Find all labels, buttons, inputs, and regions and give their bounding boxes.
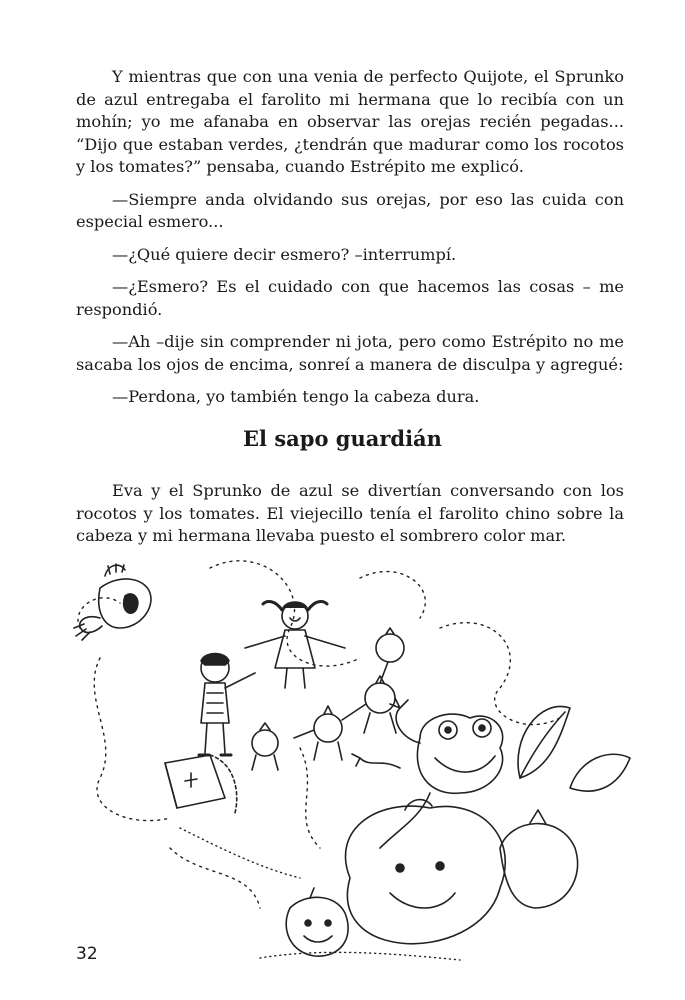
leaves (518, 706, 630, 791)
small-pepper (286, 888, 348, 956)
section-paragraph: Eva y el Sprunko de azul se divertían conversando con los rocotos y los tomates. El viejecillo tenía el farolito chino sobre la cabeza y mi hermana llevaba puesto el sombrero color mar. (76, 481, 624, 545)
paragraph-1: Y mientras que con una venia de perfecto Quijote, el Sprunko de azul entregaba el farolito mi hermana que lo recibía con un mohín; yo me afanaba en observar las orejas recién pegadas... “Dijo que estaban verdes, ¿tendrán que madurar como los rocotos y los tomates?” pensaba, cuando Estrépito me explicó. (76, 67, 624, 176)
paragraph-5: —Ah –dije sin comprender ni jota, pero como Estrépito no me sacaba los ojos de encima, sonreí a manera de disculpa y agregué: (76, 332, 624, 374)
page-number: 32 (76, 944, 98, 964)
section-title: El sapo guardián (243, 426, 442, 451)
bag-figure (165, 755, 237, 813)
body-text (76, 66, 624, 419)
big-tomatoes (345, 800, 577, 944)
boy-figure (199, 654, 255, 756)
dancing-tomatoes (252, 628, 404, 770)
story-illustration (60, 548, 640, 968)
paragraph-6: —Perdona, yo también tengo la cabeza dura. (112, 387, 480, 406)
paragraph-2: —Siempre anda olvidando sus orejas, por eso las cuida con especial esmero... (76, 189, 624, 231)
paragraph-4: —¿Esmero? Es el cuidado con que hacemos las cosas – me respondió. (76, 277, 624, 319)
frog-guardian (352, 698, 503, 848)
girl-figure (245, 602, 345, 688)
section-body (76, 480, 624, 548)
winged-shoe (74, 564, 151, 640)
paragraph-3: —¿Qué quiere decir esmero? –interrumpí. (112, 244, 457, 264)
